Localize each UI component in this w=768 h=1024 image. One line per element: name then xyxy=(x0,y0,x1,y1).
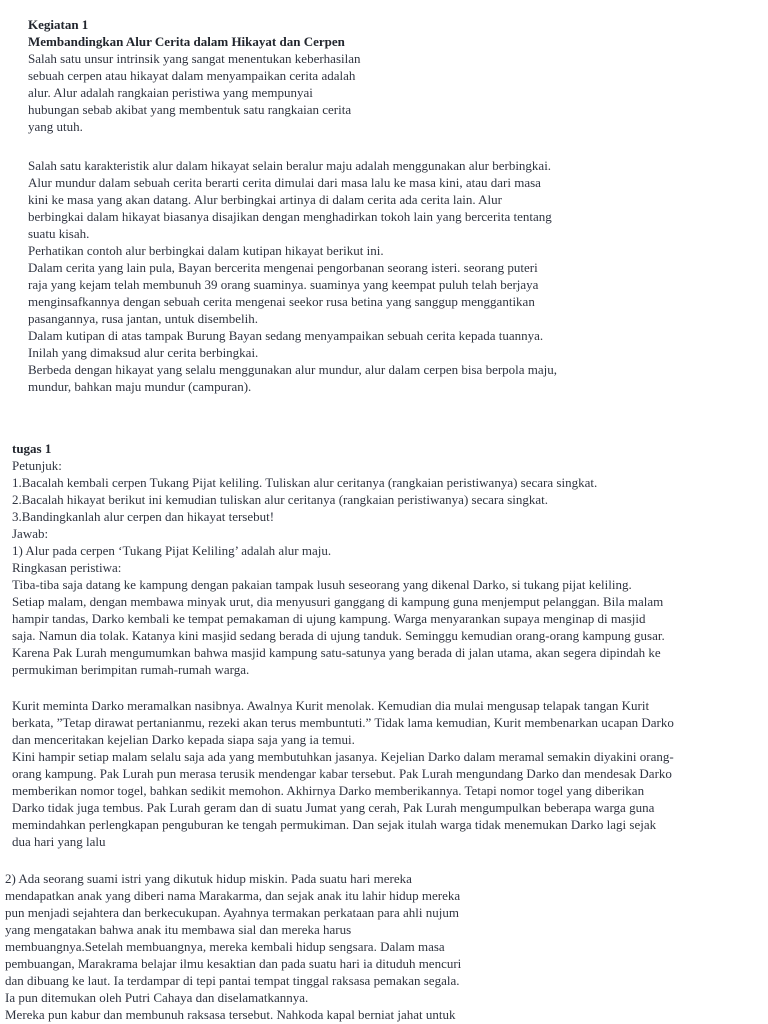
text-line: 1) Alur pada cerpen ‘Tukang Pijat Keliling’ adalah alur maju. xyxy=(12,543,332,558)
text-line: berbingkai dalam hikayat biasanya disajikan dengan menghadirkan tokoh lain yang bercerita tentang xyxy=(28,209,552,224)
text-line: Ringkasan peristiwa: xyxy=(12,560,122,575)
text-line: yang utuh. xyxy=(28,119,83,134)
text-line: Karena Pak Lurah mengumumkan bahwa masjid kampung satu-satunya yang berada di jalan utama, akan segera dipindah ke xyxy=(12,645,661,660)
text-line: menginsafkannya dengan sebuah cerita mengenai seekor rusa betina yang sanggup menggantikan xyxy=(28,294,535,309)
kegiatan-section xyxy=(28,16,361,135)
ringkasan-paragraph-2 xyxy=(12,697,674,850)
text-line: dan dibuang ke laut. Ia terdampar di tepi pantai tempat tinggal raksasa pemakan segala. xyxy=(5,973,460,988)
text-line: 3.Bandingkanlah alur cerpen dan hikayat tersebut! xyxy=(12,509,275,524)
text-line: membuangnya.Setelah membuangnya, mereka kembali hidup sengsara. Dalam masa xyxy=(5,939,445,954)
text-line: pun menjadi sejahtera dan berkecukupan. Ayahnya termakan perkataan para ahli nujum xyxy=(5,905,459,920)
tugas-heading: tugas 1 xyxy=(12,441,52,456)
text-line: Kurit meminta Darko meramalkan nasibnya. Awalnya Kurit menolak. Kemudian dia mulai mengusap telapak tangan Kurit xyxy=(12,698,650,713)
text-line: Inilah yang dimaksud alur cerita berbingkai. xyxy=(28,345,259,360)
text-line: yang mengatakan bahwa anak itu membawa sial dan mereka harus xyxy=(5,922,352,937)
text-line: Alur mundur dalam sebuah cerita berarti cerita dimulai dari masa lalu ke masa kini, atau dari masa xyxy=(28,175,541,190)
text-line: Petunjuk: xyxy=(12,458,62,473)
text-line: alur. Alur adalah rangkaian peristiwa yang mempunyai xyxy=(28,85,313,100)
text-line: Kini hampir setiap malam selalu saja ada yang membutuhkan jasanya. Kejelian Darko dalam meramal semakin diyakini orang- xyxy=(12,749,674,764)
text-line: 2) Ada seorang suami istri yang dikutuk hidup miskin. Pada suatu hari mereka xyxy=(5,871,412,886)
text-line: pembuangan, Marakrama belajar ilmu kesaktian dan pada suatu hari ia dituduh mencuri xyxy=(5,956,462,971)
text-line: saja. Namun dia tolak. Katanya kini masjid sedang berada di ujung tanduk. Seminggu kemudian orang-orang kampung gusar. xyxy=(12,628,665,643)
text-line: pasangannya, rusa jantan, untuk disembelih. xyxy=(28,311,258,326)
text-line: Salah satu unsur intrinsik yang sangat menentukan keberhasilan xyxy=(28,51,361,66)
text-line: hampir tandas, Darko kembali ke tempat pemakaman di ujung kampung. Warga menyarankan supaya menginap di masjid xyxy=(12,611,646,626)
text-line: dan menceritakan kejelian Darko kepada siapa saja yang ia temui. xyxy=(12,732,355,747)
text-line: suatu kisah. xyxy=(28,226,90,241)
text-line: Ia pun ditemukan oleh Putri Cahaya dan diselamatkannya. xyxy=(5,990,309,1005)
text-line: Salah satu karakteristik alur dalam hikayat selain beralur maju adalah menggunakan alur berbingkai. xyxy=(28,158,552,173)
kegiatan-heading: Kegiatan 1 xyxy=(28,17,89,32)
text-line: mendapatkan anak yang diberi nama Marakarma, dan sejak anak itu lahir hidup mereka xyxy=(5,888,461,903)
kegiatan-subheading: Membandingkan Alur Cerita dalam Hikayat dan Cerpen xyxy=(28,34,345,49)
kegiatan-paragraph-1 xyxy=(28,50,361,135)
text-line: 2.Bacalah hikayat berikut ini kemudian tuliskan alur ceritanya (rangkaian peristiwanya) secara singkat. xyxy=(12,492,549,507)
text-line: hubungan sebab akibat yang membentuk satu rangkaian cerita xyxy=(28,102,352,117)
text-line: mundur, bahkan maju mundur (campuran). xyxy=(28,379,252,394)
hikayat-summary xyxy=(5,870,461,1023)
text-line: sebuah cerpen atau hikayat dalam menyampaikan cerita adalah xyxy=(28,68,356,83)
text-line: Perhatikan contoh alur berbingkai dalam kutipan hikayat berikut ini. xyxy=(28,243,384,258)
text-line: kini ke masa yang akan datang. Alur berbingkai artinya di dalam cerita ada cerita lain. Alur xyxy=(28,192,502,207)
text-line: orang kampung. Pak Lurah pun merasa terusik mendengar kabar tersebut. Pak Lurah mengundang Darko dan mendesak Darko xyxy=(12,766,672,781)
text-line: Dalam kutipan di atas tampak Burung Bayan sedang menyampaikan sebuah cerita kepada tuannya. xyxy=(28,328,544,343)
text-line: Mereka pun kabur dan membunuh raksasa tersebut. Nahkoda kapal berniat jahat untuk xyxy=(5,1007,456,1022)
text-line: dua hari yang lalu xyxy=(12,834,106,849)
text-line: Setiap malam, dengan membawa minyak urut, dia menyusuri ganggang di kampung guna menjemput pelanggan. Bila malam xyxy=(12,594,664,609)
text-line: memberikan nomor togel, bahkan sedikit memohon. Akhirnya Darko memberikannya. Tetapi nomor togel yang diberikan xyxy=(12,783,645,798)
text-line: raja yang kejam telah membunuh 39 orang suaminya. suaminya yang keempat puluh telah berjaya xyxy=(28,277,539,292)
tugas-section xyxy=(12,440,665,678)
text-line: berkata, ”Tetap dirawat pertanianmu, rezeki akan terus membuntuti.” Tidak lama kemudian, Kurit membenarkan ucapan Darko xyxy=(12,715,674,730)
text-line: memindahkan perlengkapan penguburan ke tengah permukiman. Dan sejak itulah warga tidak menemukan Darko lagi sejak xyxy=(12,817,657,832)
text-line: Darko tidak juga tembus. Pak Lurah geram dan di suatu Jumat yang cerah, Pak Lurah mengumpulkan beberapa warga guna xyxy=(12,800,655,815)
kegiatan-paragraph-2 xyxy=(28,157,557,395)
ringkasan-paragraph-1 xyxy=(12,576,665,678)
text-line: 1.Bacalah kembali cerpen Tukang Pijat keliling. Tuliskan alur ceritanya (rangkaian peristiwanya) secara singkat. xyxy=(12,475,598,490)
text-line: Berbeda dengan hikayat yang selalu menggunakan alur mundur, alur dalam cerpen bisa berpola maju, xyxy=(28,362,558,377)
text-line: Dalam cerita yang lain pula, Bayan bercerita mengenai pengorbanan seorang isteri. seorang puteri xyxy=(28,260,538,275)
text-line: permukiman berimpitan rumah-rumah warga. xyxy=(12,662,250,677)
text-line: Jawab: xyxy=(12,526,49,541)
text-line: Tiba-tiba saja datang ke kampung dengan pakaian tampak lusuh seseorang yang dikenal Darko, si tukang pijat keliling. xyxy=(12,577,632,592)
